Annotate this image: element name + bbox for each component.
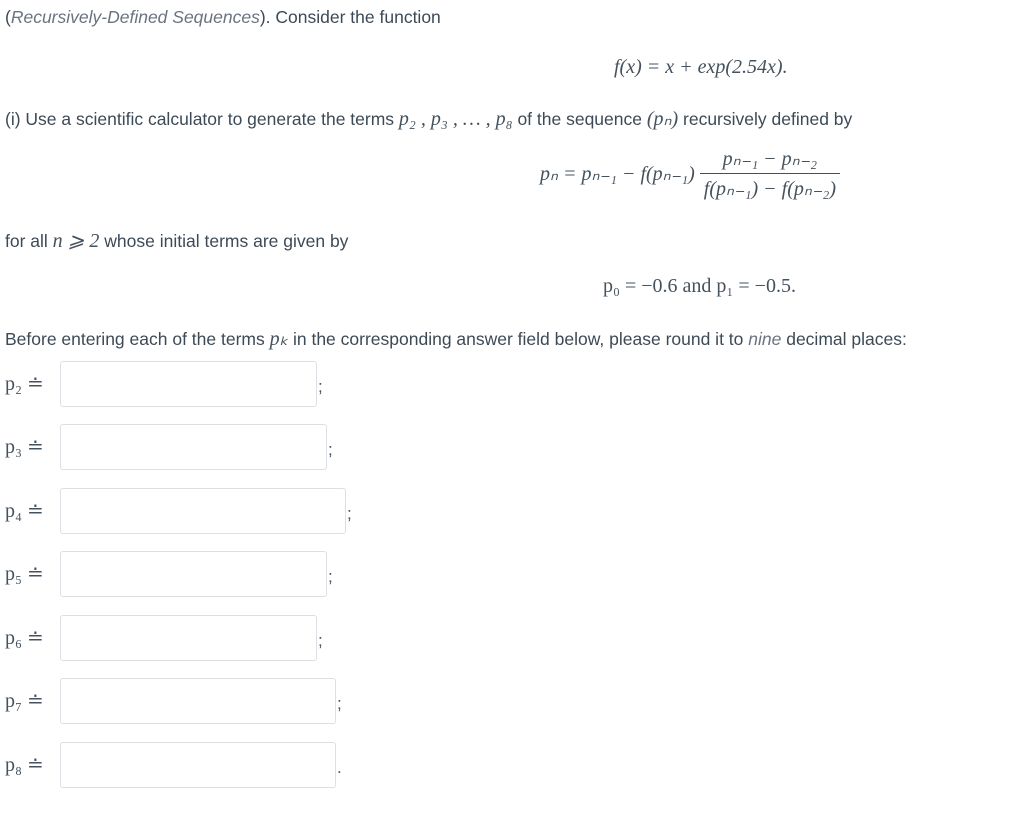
answer-punct-p5: ; xyxy=(328,567,333,586)
instruction-line xyxy=(5,326,907,351)
part-i-mid: of the sequence xyxy=(512,109,647,129)
part-i-terms: p₂ , p₃ , … , p₈ xyxy=(398,108,513,130)
answer-label-p3: p₃ ≐ xyxy=(5,436,44,458)
answer-punct-p3: ; xyxy=(328,440,333,459)
part-i-lead: (i) Use a scientific calculator to generate the terms xyxy=(5,109,399,129)
condition-prefix: for all xyxy=(5,231,53,251)
initial-terms: p₀ = −0.6 and p₁ = −0.5. xyxy=(603,275,796,297)
recurrence-formula xyxy=(540,146,840,201)
instruction-term: pₖ xyxy=(269,328,289,350)
answer-input-p8[interactable] xyxy=(60,742,336,788)
fraction-numerator: pₙ₋₁ − pₙ₋₂ xyxy=(700,146,840,174)
instruction-mid: in the corresponding answer field below, please round it to xyxy=(288,329,749,349)
recurrence-lhs: pₙ = pₙ₋₁ − f(pₙ₋₁) xyxy=(540,163,695,185)
fraction-denominator: f(pₙ₋₁) − f(pₙ₋₂) xyxy=(703,178,837,200)
condition-line xyxy=(5,228,348,253)
answer-input-p4[interactable] xyxy=(60,488,346,534)
answer-punct-p4: ; xyxy=(347,504,352,523)
answer-punct-p8: . xyxy=(337,758,342,777)
answer-input-p7[interactable] xyxy=(60,678,336,724)
answer-label-p7: p₇ ≐ xyxy=(5,690,44,712)
answer-label-p5: p₅ ≐ xyxy=(5,563,44,585)
answer-label-p8: p₈ ≐ xyxy=(5,754,44,776)
condition-suffix: whose initial terms are given by xyxy=(99,231,349,251)
answer-input-p2[interactable] xyxy=(60,361,317,407)
condition-expr: n ⩾ 2 xyxy=(52,230,100,252)
answer-punct-p2: ; xyxy=(318,377,323,396)
answer-input-p5[interactable] xyxy=(60,551,327,597)
intro-text: ). Consider the function xyxy=(259,7,441,27)
instruction-emph: nine xyxy=(748,329,782,349)
intro-open-paren: ( xyxy=(5,7,11,27)
instruction-post: decimal places: xyxy=(781,329,907,349)
function-definition: f(x) = x + exp(2.54x). xyxy=(614,56,788,78)
answer-input-p6[interactable] xyxy=(60,615,317,661)
answer-label-p6: p₆ ≐ xyxy=(5,627,44,649)
instruction-pre: Before entering each of the terms xyxy=(5,329,270,349)
answer-punct-p6: ; xyxy=(318,631,323,650)
answer-label-p4: p₄ ≐ xyxy=(5,500,44,522)
recurrence-fraction xyxy=(700,146,840,201)
intro-line xyxy=(5,7,441,28)
part-i-text xyxy=(5,106,852,131)
part-i-seq: (pₙ) xyxy=(646,108,679,130)
problem-title: Recursively-Defined Sequences xyxy=(10,7,260,27)
part-i-tail: recursively defined by xyxy=(678,109,853,129)
answer-punct-p7: ; xyxy=(337,694,342,713)
answer-input-p3[interactable] xyxy=(60,424,327,470)
answer-label-p2: p₂ ≐ xyxy=(5,373,44,395)
